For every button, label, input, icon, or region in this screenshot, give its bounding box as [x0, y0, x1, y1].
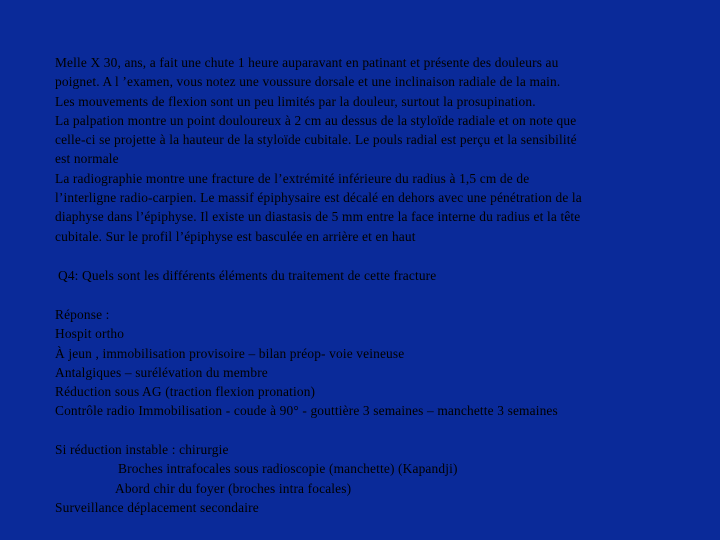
- answer-line: Antalgiques – surélévation du membre: [55, 364, 268, 380]
- case-line: Melle X 30, ans, a fait une chute 1 heure auparavant en patinant et présente des douleurs au: [55, 55, 559, 70]
- surgery-followup: Surveillance déplacement secondaire: [55, 499, 259, 515]
- question-text: Q4: Quels sont les différents éléments du traitement de cette fracture: [58, 268, 437, 283]
- case-line: celle-ci se projette à la hauteur de la styloïde cubitale. Le pouls radial est perçu et la sensibilité: [55, 132, 577, 148]
- question: [58, 266, 708, 285]
- answer-line: Contrôle radio Immobilisation - coude à 90° - gouttière 3 semaines – manchette 3 semaines: [55, 403, 558, 419]
- answer-line: Réduction sous AG (traction flexion pronation): [55, 384, 316, 400]
- answer-line: Réponse :: [55, 307, 110, 322]
- case-line: est normale: [55, 151, 119, 167]
- case-line: l’interligne radio-carpien. Le massif épiphysaire est décalé en dehors avec une pénétration de la: [55, 190, 582, 206]
- case-line: La palpation montre un point douloureux à 2 cm au dessus de la styloïde radiale et on note que: [55, 112, 577, 128]
- case-line: poignet. A l ’examen, vous notez une voussure dorsale et une inclinaison radiale de la main.: [55, 74, 561, 90]
- case-description: [55, 53, 705, 246]
- case-line: cubitale. Sur le profil l’épiphyse est basculée en arrière et en haut: [55, 228, 416, 244]
- surgery-option: Broches intrafocales sous radioscopie (manchette) (Kapandji): [118, 461, 458, 477]
- case-line: La radiographie montre une fracture de l’extrémité inférieure du radius à 1,5 cm de de: [55, 170, 530, 186]
- case-line: diaphyse dans l’épiphyse. Il existe un diastasis de 5 mm entre la face interne du radius et la tête: [55, 209, 581, 225]
- surgery-title: Si réduction instable : chirurgie: [55, 442, 229, 457]
- answer-line: Hospit ortho: [55, 326, 125, 342]
- surgery-section: [55, 440, 705, 517]
- answer: [55, 305, 705, 421]
- answer-line: À jeun , immobilisation provisoire – bilan préop- voie veineuse: [55, 345, 405, 361]
- surgery-option: Abord chir du foyer (broches intra focales): [115, 480, 352, 496]
- case-line: Les mouvements de flexion sont un peu limités par la douleur, surtout la prosupination.: [55, 93, 536, 109]
